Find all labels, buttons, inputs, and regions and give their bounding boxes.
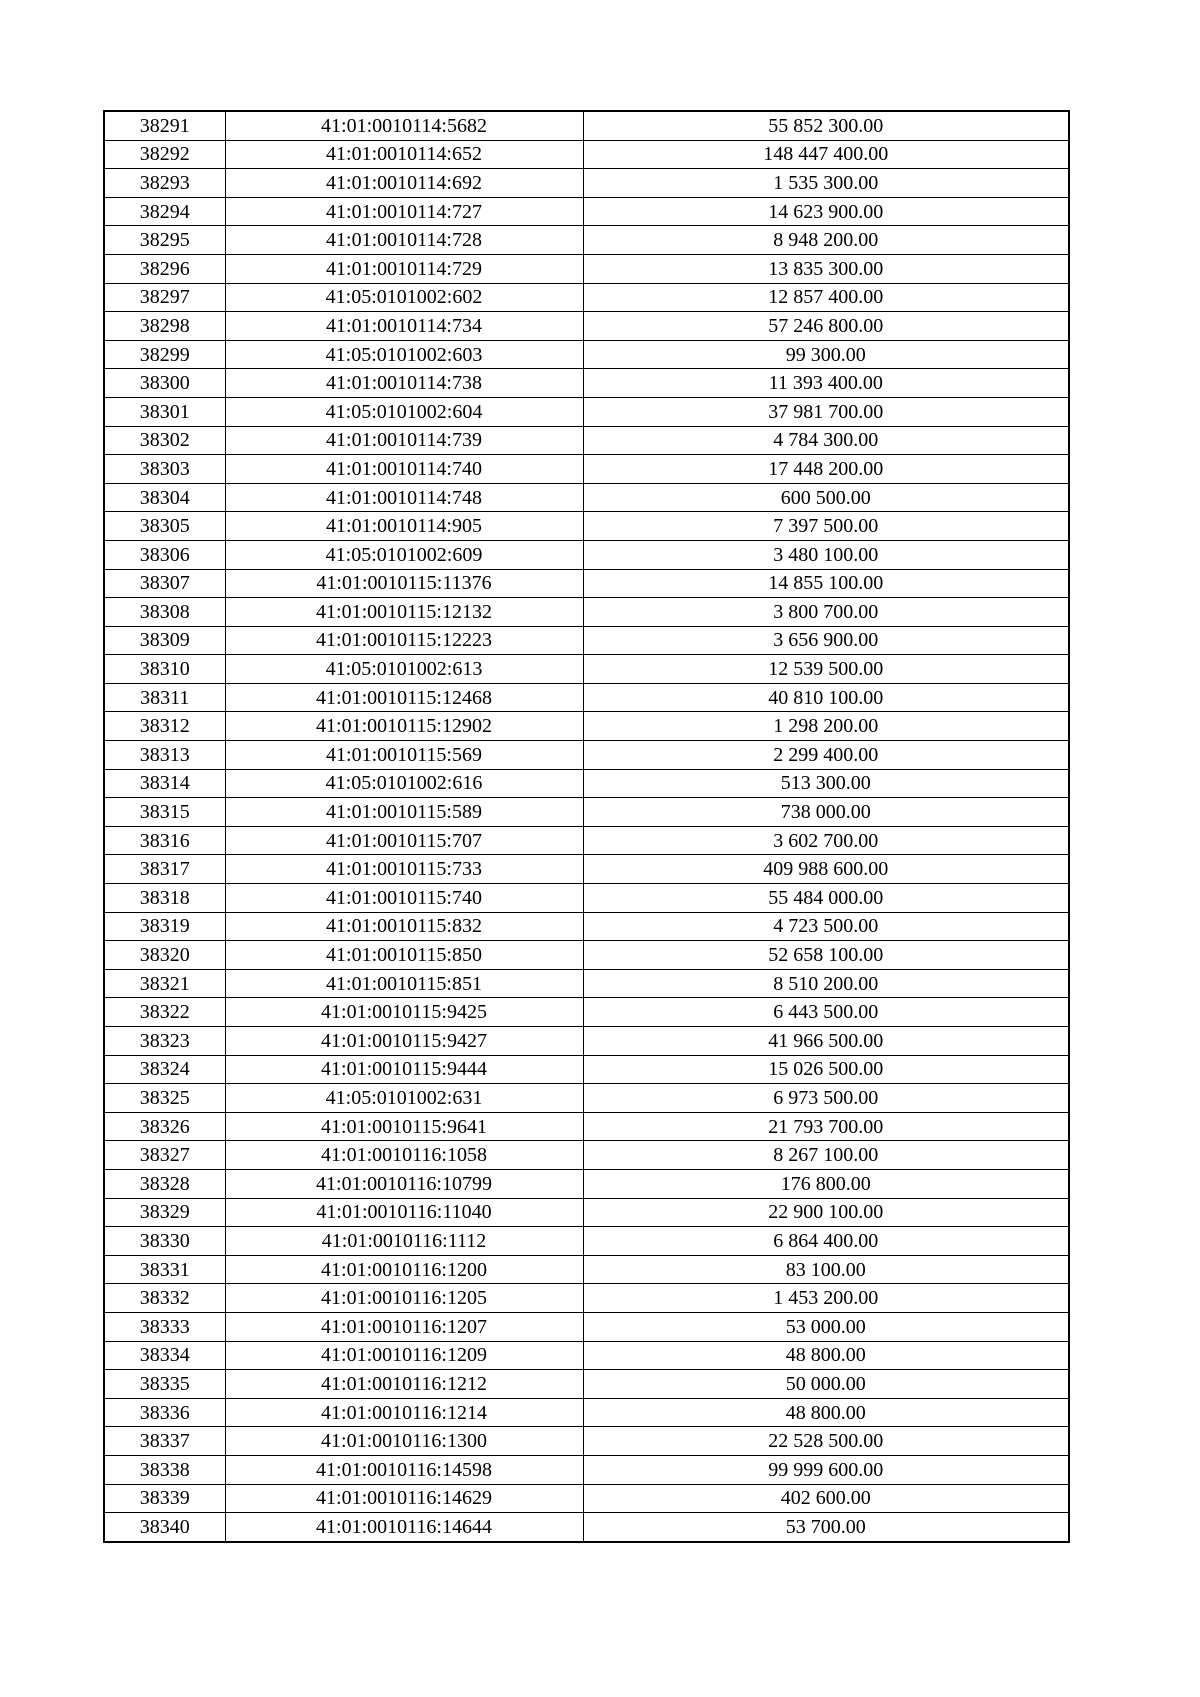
cadastral-value-cell: 99 300.00 <box>583 340 1069 369</box>
row-number-cell: 38304 <box>104 483 225 512</box>
cadastral-value-cell: 8 948 200.00 <box>583 226 1069 255</box>
row-number-cell: 38295 <box>104 226 225 255</box>
table-row <box>104 1055 1069 1084</box>
row-number-cell: 38298 <box>104 312 225 341</box>
cadastral-value-cell: 11 393 400.00 <box>583 369 1069 398</box>
cadastral-value-cell: 12 857 400.00 <box>583 283 1069 312</box>
table-row <box>104 1484 1069 1513</box>
cadastral-number-cell: 41:05:0101002:604 <box>225 397 583 426</box>
cadastral-value-cell: 55 484 000.00 <box>583 884 1069 913</box>
cadastral-value-cell: 17 448 200.00 <box>583 455 1069 484</box>
cadastral-value-cell: 176 800.00 <box>583 1169 1069 1198</box>
row-number-cell: 38306 <box>104 540 225 569</box>
table-row <box>104 254 1069 283</box>
cadastral-number-cell: 41:01:0010114:740 <box>225 455 583 484</box>
table-row <box>104 426 1069 455</box>
cadastral-number-cell: 41:01:0010116:1300 <box>225 1427 583 1456</box>
cadastral-number-cell: 41:01:0010116:1058 <box>225 1141 583 1170</box>
table-row <box>104 626 1069 655</box>
table-row <box>104 1398 1069 1427</box>
table-row <box>104 169 1069 198</box>
cadastral-number-cell: 41:01:0010115:569 <box>225 741 583 770</box>
row-number-cell: 38292 <box>104 140 225 169</box>
row-number-cell: 38325 <box>104 1084 225 1113</box>
row-number-cell: 38302 <box>104 426 225 455</box>
cadastral-number-cell: 41:01:0010115:9444 <box>225 1055 583 1084</box>
table-row <box>104 798 1069 827</box>
cadastral-number-cell: 41:01:0010115:589 <box>225 798 583 827</box>
cadastral-number-cell: 41:01:0010114:652 <box>225 140 583 169</box>
row-number-cell: 38335 <box>104 1370 225 1399</box>
cadastral-value-cell: 13 835 300.00 <box>583 254 1069 283</box>
row-number-cell: 38321 <box>104 969 225 998</box>
cadastral-number-cell: 41:01:0010115:740 <box>225 884 583 913</box>
row-number-cell: 38336 <box>104 1398 225 1427</box>
cadastral-number-cell: 41:01:0010116:1212 <box>225 1370 583 1399</box>
table-row <box>104 1198 1069 1227</box>
cadastral-value-table <box>103 110 1070 1543</box>
cadastral-number-cell: 41:01:0010115:851 <box>225 969 583 998</box>
cadastral-value-cell: 48 800.00 <box>583 1398 1069 1427</box>
row-number-cell: 38330 <box>104 1227 225 1256</box>
cadastral-number-cell: 41:01:0010114:727 <box>225 197 583 226</box>
cadastral-number-cell: 41:01:0010116:14629 <box>225 1484 583 1513</box>
cadastral-number-cell: 41:01:0010116:1214 <box>225 1398 583 1427</box>
row-number-cell: 38338 <box>104 1455 225 1484</box>
table-row <box>104 655 1069 684</box>
cadastral-number-cell: 41:05:0101002:616 <box>225 769 583 798</box>
cadastral-number-cell: 41:01:0010116:10799 <box>225 1169 583 1198</box>
cadastral-number-cell: 41:05:0101002:613 <box>225 655 583 684</box>
row-number-cell: 38339 <box>104 1484 225 1513</box>
cadastral-value-cell: 57 246 800.00 <box>583 312 1069 341</box>
cadastral-number-cell: 41:01:0010116:1200 <box>225 1255 583 1284</box>
table-row <box>104 226 1069 255</box>
table-row <box>104 140 1069 169</box>
table-row <box>104 1370 1069 1399</box>
cadastral-value-cell: 53 000.00 <box>583 1312 1069 1341</box>
table-row <box>104 283 1069 312</box>
cadastral-value-cell: 4 723 500.00 <box>583 912 1069 941</box>
cadastral-value-cell: 8 267 100.00 <box>583 1141 1069 1170</box>
table-row <box>104 111 1069 140</box>
table-row <box>104 855 1069 884</box>
row-number-cell: 38333 <box>104 1312 225 1341</box>
row-number-cell: 38294 <box>104 197 225 226</box>
cadastral-number-cell: 41:01:0010116:1112 <box>225 1227 583 1256</box>
cadastral-number-cell: 41:01:0010116:1207 <box>225 1312 583 1341</box>
cadastral-number-cell: 41:01:0010114:748 <box>225 483 583 512</box>
table-row <box>104 1455 1069 1484</box>
row-number-cell: 38317 <box>104 855 225 884</box>
cadastral-value-cell: 14 623 900.00 <box>583 197 1069 226</box>
row-number-cell: 38337 <box>104 1427 225 1456</box>
cadastral-value-cell: 3 800 700.00 <box>583 598 1069 627</box>
cadastral-value-cell: 513 300.00 <box>583 769 1069 798</box>
row-number-cell: 38329 <box>104 1198 225 1227</box>
table-row <box>104 1084 1069 1113</box>
cadastral-number-cell: 41:01:0010115:12468 <box>225 683 583 712</box>
table-row <box>104 712 1069 741</box>
cadastral-number-cell: 41:01:0010114:5682 <box>225 111 583 140</box>
table-row <box>104 1255 1069 1284</box>
cadastral-value-cell: 48 800.00 <box>583 1341 1069 1370</box>
cadastral-value-cell: 6 973 500.00 <box>583 1084 1069 1113</box>
table-row <box>104 1427 1069 1456</box>
cadastral-number-cell: 41:05:0101002:631 <box>225 1084 583 1113</box>
cadastral-number-cell: 41:01:0010115:850 <box>225 941 583 970</box>
row-number-cell: 38310 <box>104 655 225 684</box>
table-row <box>104 1227 1069 1256</box>
cadastral-value-cell: 37 981 700.00 <box>583 397 1069 426</box>
table-row <box>104 1513 1069 1542</box>
table-row <box>104 769 1069 798</box>
cadastral-value-cell: 6 443 500.00 <box>583 998 1069 1027</box>
cadastral-value-cell: 22 528 500.00 <box>583 1427 1069 1456</box>
cadastral-value-cell: 55 852 300.00 <box>583 111 1069 140</box>
table-row <box>104 312 1069 341</box>
cadastral-value-cell: 41 966 500.00 <box>583 1027 1069 1056</box>
row-number-cell: 38320 <box>104 941 225 970</box>
cadastral-number-cell: 41:05:0101002:603 <box>225 340 583 369</box>
cadastral-number-cell: 41:01:0010115:9427 <box>225 1027 583 1056</box>
cadastral-value-cell: 738 000.00 <box>583 798 1069 827</box>
row-number-cell: 38308 <box>104 598 225 627</box>
table-row <box>104 941 1069 970</box>
table-body <box>104 111 1069 1542</box>
cadastral-value-cell: 6 864 400.00 <box>583 1227 1069 1256</box>
row-number-cell: 38309 <box>104 626 225 655</box>
row-number-cell: 38300 <box>104 369 225 398</box>
cadastral-number-cell: 41:01:0010115:12132 <box>225 598 583 627</box>
cadastral-value-cell: 40 810 100.00 <box>583 683 1069 712</box>
cadastral-number-cell: 41:01:0010114:905 <box>225 512 583 541</box>
row-number-cell: 38315 <box>104 798 225 827</box>
cadastral-number-cell: 41:05:0101002:602 <box>225 283 583 312</box>
cadastral-number-cell: 41:01:0010116:1205 <box>225 1284 583 1313</box>
row-number-cell: 38303 <box>104 455 225 484</box>
cadastral-value-cell: 15 026 500.00 <box>583 1055 1069 1084</box>
row-number-cell: 38305 <box>104 512 225 541</box>
cadastral-value-cell: 409 988 600.00 <box>583 855 1069 884</box>
table-row <box>104 1027 1069 1056</box>
table-row <box>104 998 1069 1027</box>
cadastral-number-cell: 41:01:0010114:728 <box>225 226 583 255</box>
cadastral-number-cell: 41:01:0010115:9425 <box>225 998 583 1027</box>
cadastral-value-cell: 1 298 200.00 <box>583 712 1069 741</box>
cadastral-value-cell: 8 510 200.00 <box>583 969 1069 998</box>
cadastral-value-cell: 83 100.00 <box>583 1255 1069 1284</box>
table-row <box>104 969 1069 998</box>
table-row <box>104 1169 1069 1198</box>
cadastral-number-cell: 41:01:0010114:729 <box>225 254 583 283</box>
cadastral-value-cell: 53 700.00 <box>583 1513 1069 1542</box>
cadastral-number-cell: 41:01:0010114:692 <box>225 169 583 198</box>
row-number-cell: 38322 <box>104 998 225 1027</box>
cadastral-number-cell: 41:01:0010116:11040 <box>225 1198 583 1227</box>
row-number-cell: 38323 <box>104 1027 225 1056</box>
row-number-cell: 38327 <box>104 1141 225 1170</box>
cadastral-number-cell: 41:01:0010115:9641 <box>225 1112 583 1141</box>
row-number-cell: 38299 <box>104 340 225 369</box>
row-number-cell: 38316 <box>104 826 225 855</box>
cadastral-value-cell: 1 453 200.00 <box>583 1284 1069 1313</box>
cadastral-value-cell: 148 447 400.00 <box>583 140 1069 169</box>
cadastral-number-cell: 41:01:0010116:1209 <box>225 1341 583 1370</box>
cadastral-value-cell: 50 000.00 <box>583 1370 1069 1399</box>
cadastral-number-cell: 41:01:0010115:11376 <box>225 569 583 598</box>
table-row <box>104 397 1069 426</box>
cadastral-value-cell: 7 397 500.00 <box>583 512 1069 541</box>
cadastral-number-cell: 41:05:0101002:609 <box>225 540 583 569</box>
table-row <box>104 1112 1069 1141</box>
cadastral-value-cell: 3 602 700.00 <box>583 826 1069 855</box>
row-number-cell: 38313 <box>104 741 225 770</box>
row-number-cell: 38318 <box>104 884 225 913</box>
table-row <box>104 483 1069 512</box>
table-row <box>104 683 1069 712</box>
cadastral-number-cell: 41:01:0010115:12902 <box>225 712 583 741</box>
table-row <box>104 569 1069 598</box>
row-number-cell: 38324 <box>104 1055 225 1084</box>
table-row <box>104 540 1069 569</box>
row-number-cell: 38307 <box>104 569 225 598</box>
row-number-cell: 38297 <box>104 283 225 312</box>
cadastral-number-cell: 41:01:0010114:738 <box>225 369 583 398</box>
cadastral-value-cell: 2 299 400.00 <box>583 741 1069 770</box>
table-row <box>104 912 1069 941</box>
row-number-cell: 38301 <box>104 397 225 426</box>
cadastral-number-cell: 41:01:0010114:739 <box>225 426 583 455</box>
row-number-cell: 38293 <box>104 169 225 198</box>
row-number-cell: 38291 <box>104 111 225 140</box>
cadastral-value-cell: 3 480 100.00 <box>583 540 1069 569</box>
row-number-cell: 38328 <box>104 1169 225 1198</box>
cadastral-number-cell: 41:01:0010115:832 <box>225 912 583 941</box>
cadastral-number-cell: 41:01:0010115:707 <box>225 826 583 855</box>
table-row <box>104 1141 1069 1170</box>
cadastral-value-cell: 14 855 100.00 <box>583 569 1069 598</box>
cadastral-number-cell: 41:01:0010115:12223 <box>225 626 583 655</box>
cadastral-number-cell: 41:01:0010114:734 <box>225 312 583 341</box>
table-row <box>104 197 1069 226</box>
cadastral-value-cell: 1 535 300.00 <box>583 169 1069 198</box>
cadastral-number-cell: 41:01:0010116:14598 <box>225 1455 583 1484</box>
cadastral-number-cell: 41:01:0010116:14644 <box>225 1513 583 1542</box>
cadastral-value-cell: 3 656 900.00 <box>583 626 1069 655</box>
row-number-cell: 38296 <box>104 254 225 283</box>
row-number-cell: 38319 <box>104 912 225 941</box>
row-number-cell: 38311 <box>104 683 225 712</box>
row-number-cell: 38326 <box>104 1112 225 1141</box>
table-row <box>104 369 1069 398</box>
cadastral-value-cell: 4 784 300.00 <box>583 426 1069 455</box>
row-number-cell: 38331 <box>104 1255 225 1284</box>
table-row <box>104 598 1069 627</box>
row-number-cell: 38332 <box>104 1284 225 1313</box>
cadastral-value-cell: 22 900 100.00 <box>583 1198 1069 1227</box>
table-row <box>104 512 1069 541</box>
cadastral-value-cell: 99 999 600.00 <box>583 1455 1069 1484</box>
cadastral-number-cell: 41:01:0010115:733 <box>225 855 583 884</box>
table-row <box>104 340 1069 369</box>
cadastral-value-cell: 52 658 100.00 <box>583 941 1069 970</box>
table-row <box>104 1312 1069 1341</box>
row-number-cell: 38314 <box>104 769 225 798</box>
table-row <box>104 741 1069 770</box>
cadastral-value-cell: 402 600.00 <box>583 1484 1069 1513</box>
table-row <box>104 1341 1069 1370</box>
table-row <box>104 826 1069 855</box>
row-number-cell: 38340 <box>104 1513 225 1542</box>
table-row <box>104 884 1069 913</box>
row-number-cell: 38334 <box>104 1341 225 1370</box>
row-number-cell: 38312 <box>104 712 225 741</box>
cadastral-value-cell: 21 793 700.00 <box>583 1112 1069 1141</box>
cadastral-value-cell: 12 539 500.00 <box>583 655 1069 684</box>
cadastral-value-cell: 600 500.00 <box>583 483 1069 512</box>
table-row <box>104 1284 1069 1313</box>
table-row <box>104 455 1069 484</box>
